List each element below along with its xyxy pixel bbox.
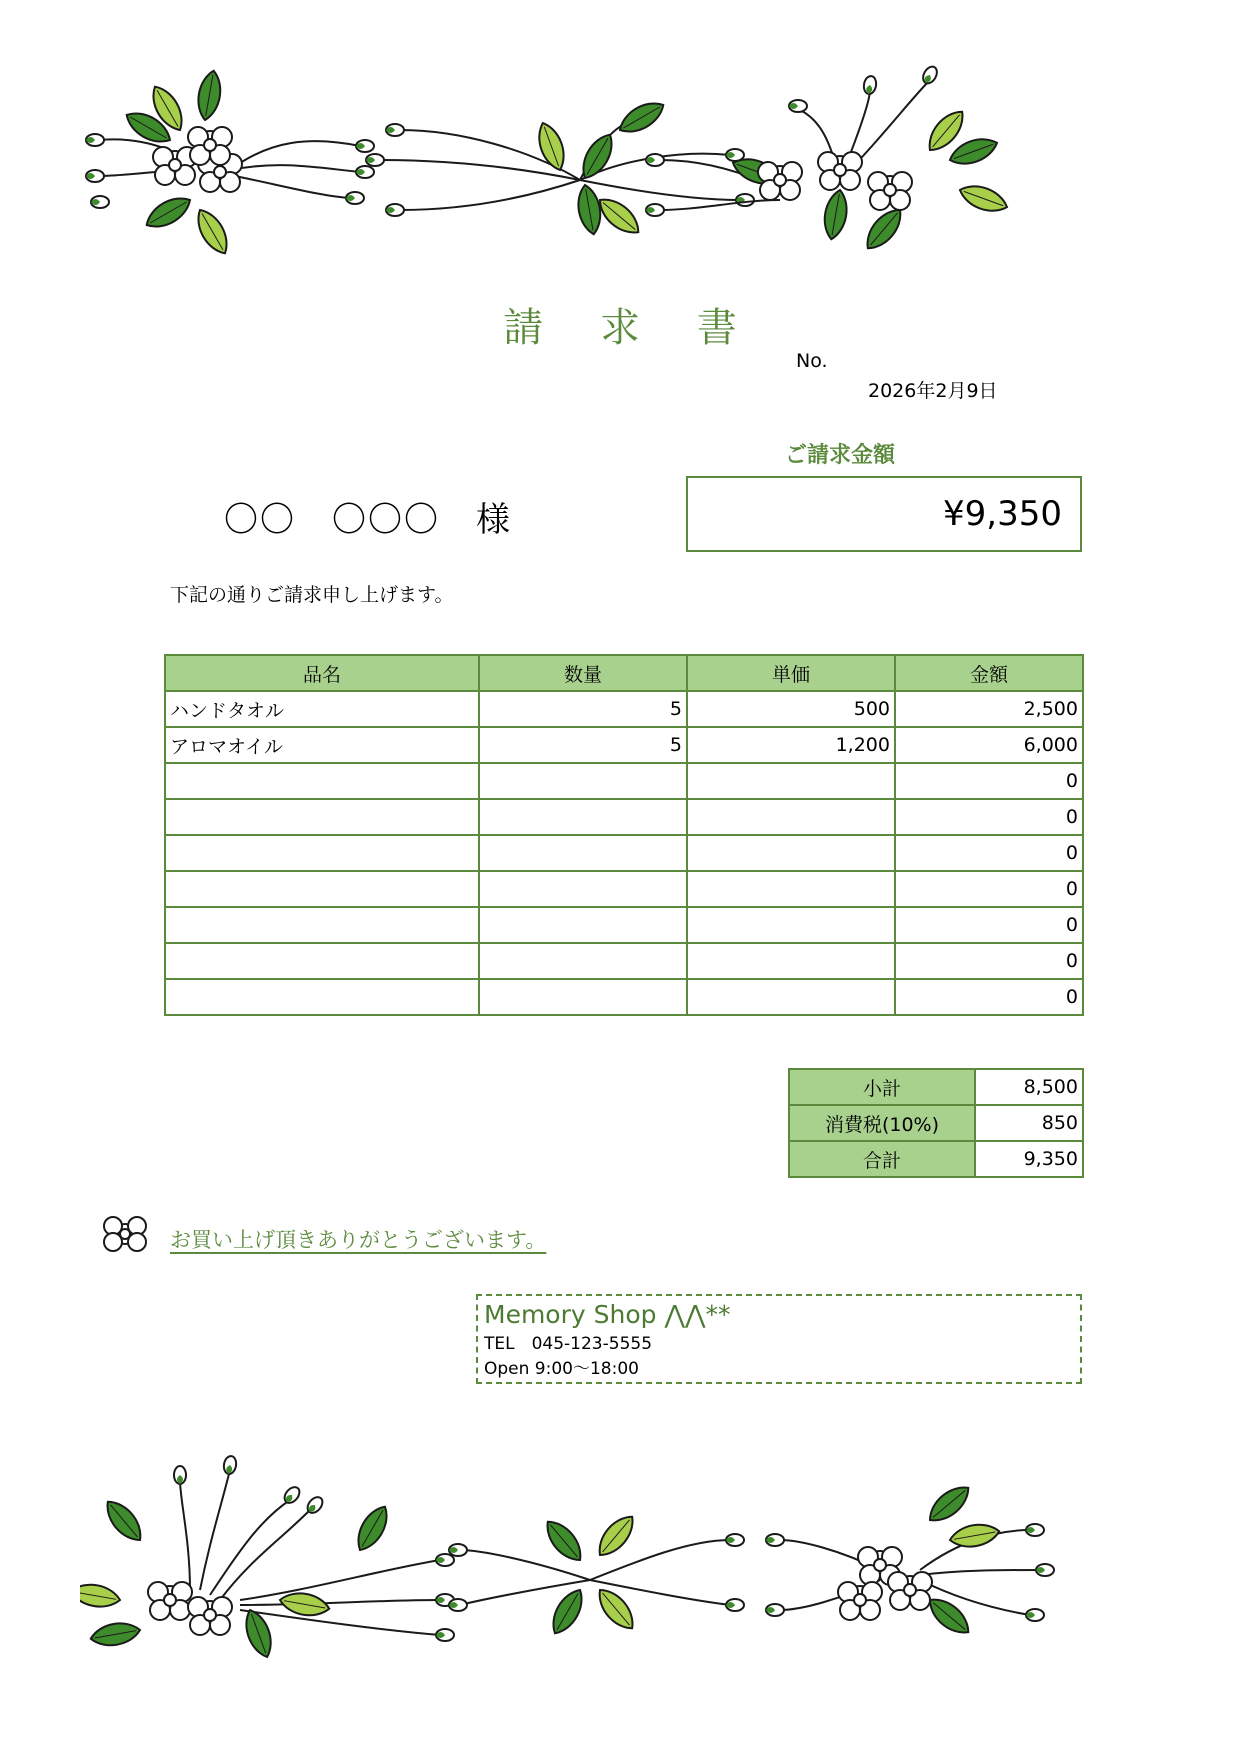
cell-amount: 0 [895, 763, 1083, 799]
total-label: 合計 [789, 1141, 975, 1177]
billing-amount-label: ご請求金額 [784, 443, 895, 468]
tax-value: 850 [975, 1105, 1083, 1141]
honorific: 様 [476, 500, 512, 540]
header-item-name: 品名 [165, 655, 479, 691]
cell-unit-price: 1,200 [687, 727, 895, 763]
page-title: 請 求 書 [503, 305, 759, 351]
shop-info-box [476, 1294, 1082, 1384]
top-floral-border [80, 60, 1160, 260]
cell-quantity [479, 763, 687, 799]
cell-item-name [165, 943, 479, 979]
table-row [165, 907, 1083, 943]
cell-unit-price [687, 835, 895, 871]
table-row [165, 979, 1083, 1015]
shop-name: Memory Shop ⋀⋀** [484, 1300, 731, 1329]
invoice-date: 2026年2月9日 [868, 380, 998, 402]
cell-item-name: アロマオイル [165, 727, 479, 763]
cell-amount: 0 [895, 799, 1083, 835]
cell-item-name [165, 763, 479, 799]
shop-tel: TEL 045-123-5555 [484, 1334, 653, 1354]
flower-cluster-4 [80, 1455, 454, 1660]
cell-amount: 0 [895, 943, 1083, 979]
totals-table [788, 1068, 1084, 1178]
cell-unit-price [687, 943, 895, 979]
flower-cluster-5 [449, 1510, 744, 1639]
header-quantity: 数量 [479, 655, 687, 691]
tax-row [789, 1105, 1083, 1141]
cell-amount: 0 [895, 835, 1083, 871]
total-value: 9,350 [975, 1141, 1083, 1177]
customer-name-block [224, 492, 512, 541]
subtotal-label: 小計 [789, 1069, 975, 1105]
tax-label: 消費税(10%) [789, 1105, 975, 1141]
subtotal-value: 8,500 [975, 1069, 1083, 1105]
customer-name: 〇〇 〇〇〇 [224, 500, 440, 540]
billing-amount-box [686, 476, 1082, 552]
items-header-row [165, 655, 1083, 691]
table-row [165, 763, 1083, 799]
header-unit-price: 単価 [687, 655, 895, 691]
bottom-floral-border [80, 1440, 1160, 1670]
cell-quantity [479, 835, 687, 871]
items-table [164, 654, 1084, 1016]
cell-unit-price: 500 [687, 691, 895, 727]
table-row [165, 691, 1083, 727]
invoice-number-label: No. [796, 350, 828, 372]
cell-amount: 0 [895, 907, 1083, 943]
cell-item-name [165, 799, 479, 835]
subtotal-row [789, 1069, 1083, 1105]
table-row [165, 727, 1083, 763]
cell-item-name [165, 979, 479, 1015]
cell-unit-price [687, 979, 895, 1015]
table-row [165, 835, 1083, 871]
cell-item-name: ハンドタオル [165, 691, 479, 727]
cell-quantity [479, 799, 687, 835]
total-row [789, 1141, 1083, 1177]
cell-item-name [165, 835, 479, 871]
cell-quantity: 5 [479, 691, 687, 727]
cell-quantity [479, 943, 687, 979]
invoice-message: 下記の通りご請求申し上げます。 [170, 584, 454, 606]
shop-hours: Open 9:00〜18:00 [484, 1359, 639, 1379]
flower-cluster-2 [366, 96, 754, 240]
cell-unit-price [687, 907, 895, 943]
table-row [165, 943, 1083, 979]
cell-amount: 6,000 [895, 727, 1083, 763]
cell-quantity [479, 871, 687, 907]
cell-unit-price [687, 799, 895, 835]
cell-item-name [165, 907, 479, 943]
table-row [165, 799, 1083, 835]
table-row [165, 871, 1083, 907]
flower-cluster-6 [766, 1480, 1054, 1640]
thank-you-message: お買い上げ頂きありがとうございます。 [170, 1228, 547, 1252]
cell-quantity [479, 907, 687, 943]
cell-unit-price [687, 763, 895, 799]
billing-amount-value: ¥9,350 [943, 494, 1062, 534]
flower-cluster-3 [646, 64, 1011, 255]
flower-icon [98, 1210, 152, 1258]
cell-unit-price [687, 871, 895, 907]
cell-quantity: 5 [479, 727, 687, 763]
header-amount: 金額 [895, 655, 1083, 691]
cell-amount: 0 [895, 979, 1083, 1015]
flower-cluster-1 [86, 69, 374, 259]
cell-quantity [479, 979, 687, 1015]
cell-amount: 0 [895, 871, 1083, 907]
cell-amount: 2,500 [895, 691, 1083, 727]
cell-item-name [165, 871, 479, 907]
